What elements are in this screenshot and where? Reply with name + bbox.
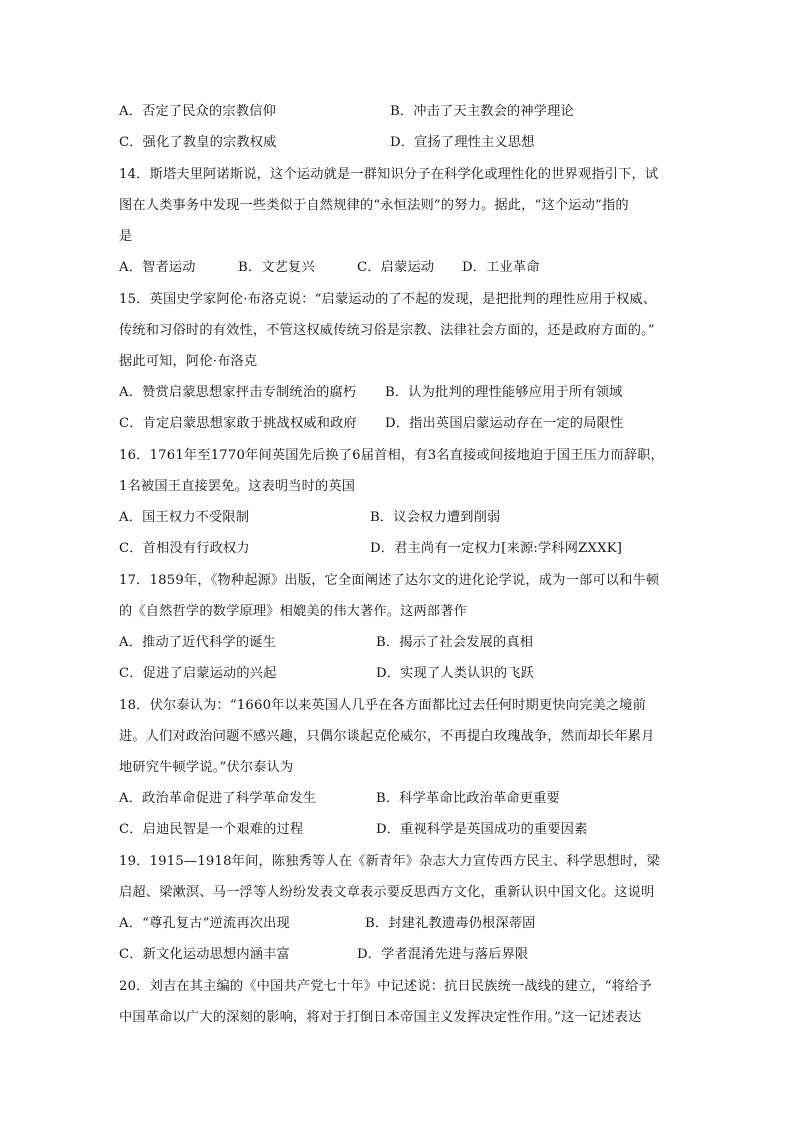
q16-option-c: C．首相没有行政权力 xyxy=(119,541,250,556)
q16-option-a: A．国王权力不受限制 xyxy=(119,510,250,525)
q18-stem-line-1: 18．伏尔泰认为：“1660年以来英国人几乎在各方面都比过去任何时期更快向完美之境前 xyxy=(119,698,647,713)
q14-stem-line-1: 14．斯塔夫里阿诺斯说，这个运动就是一群知识分子在科学化或理性化的世界观指引下，试 xyxy=(119,167,659,182)
q19-option-b: B．封建礼教遗毒仍根深蒂固 xyxy=(365,916,536,931)
q16-option-b: B．议会权力遭到削弱 xyxy=(370,510,501,525)
q17-option-c: C．促进了启蒙运动的兴起 xyxy=(119,666,277,681)
q17-option-b: B．揭示了社会发展的真相 xyxy=(376,635,534,650)
q14-option-d: D．工业革命 xyxy=(462,260,540,275)
q20-stem-line-1: 20．刘吉在其主编的《中国共产党七十年》中记述说：抗日民族统一战线的建立，“将给予 xyxy=(119,979,652,994)
q13-option-d: D．宣扬了理性主义思想 xyxy=(390,135,535,150)
q16-stem-line-1: 16．1761年至1770年间英国先后换了6届首相，有3名直接或间接地迫于国王压力而辞职， xyxy=(119,448,664,463)
q15-option-b: B．认为批判的理性能够应用于所有领域 xyxy=(385,385,623,400)
q15-stem-line-3: 据此可知，阿伦·布洛克 xyxy=(119,354,258,369)
q14-stem-line-2: 图在人类事务中发现一些类似于自然规律的“永恒法则”的努力。据此，“这个运动”指的 xyxy=(119,198,629,213)
q19-option-d: D．学者混淆先进与落后界限 xyxy=(357,947,529,962)
q13-option-a: A．否定了民众的宗教信仰 xyxy=(119,104,276,119)
q15-option-a: A．赞赏启蒙思想家抨击专制统治的腐朽 xyxy=(119,385,357,400)
q14-option-b: B．文艺复兴 xyxy=(238,260,315,275)
q20-stem-line-2: 中国革命以广大的深刻的影响，将对于打倒日本帝国主义发挥决定性作用。”这一记述表达 xyxy=(119,1010,642,1025)
q19-option-a: A．“尊孔复古”逆流再次出现 xyxy=(119,916,290,931)
q17-stem-line-2: 的《自然哲学的数学原理》相媲美的伟大著作。这两部著作 xyxy=(119,604,468,619)
q14-option-c: C．启蒙运动 xyxy=(357,260,435,275)
q16-option-d: D．君主尚有一定权力[来源:学科网ZXXK] xyxy=(370,541,623,556)
q15-option-c: C．肯定启蒙思想家敢于挑战权威和政府 xyxy=(119,416,357,431)
q18-option-a: A．政治革命促进了科学革命发生 xyxy=(119,791,317,806)
q13-option-b: B．冲击了天主教会的神学理论 xyxy=(390,104,574,119)
q18-option-b: B．科学革命比政治革命更重要 xyxy=(376,791,560,806)
q18-option-d: D．重视科学是英国成功的重要因素 xyxy=(376,822,588,837)
q18-stem-line-3: 地研究牛顿学说。”伏尔泰认为 xyxy=(119,760,294,775)
q19-stem-line-1: 19．1915—1918年间，陈独秀等人在《新青年》杂志大力宣传西方民主、科学思想时，梁 xyxy=(119,854,661,869)
q19-stem-line-2: 启超、梁漱溟、马一浮等人纷纷发表文章表示要反思西方文化，重新认识中国文化。这说明 xyxy=(119,885,655,900)
q17-option-a: A．推动了近代科学的诞生 xyxy=(119,635,276,650)
q18-stem-line-2: 进。人们对政治问题不感兴趣，只偶尔谈起克伦威尔，不再提白玫瑰战争，然而却长年累月 xyxy=(119,729,655,744)
q18-option-c: C．启迪民智是一个艰难的过程 xyxy=(119,822,304,837)
q14-stem-line-3: 是 xyxy=(119,229,133,244)
q15-option-d: D．指出英国启蒙运动存在一定的局限性 xyxy=(385,416,624,431)
q13-option-c: C．强化了教皇的宗教权威 xyxy=(119,135,277,150)
q17-stem-line-1: 17．1859年，《物种起源》出版，它全面阐述了达尔文的进化论学说，成为一部可以和牛顿 xyxy=(119,573,660,588)
q16-stem-line-2: 1名被国王直接罢免。这表明当时的英国 xyxy=(119,479,356,494)
q17-option-d: D．实现了人类认识的飞跃 xyxy=(376,666,535,681)
q14-option-a: A．智者运动 xyxy=(119,260,196,275)
q19-option-c: C．新文化运动思想内涵丰富 xyxy=(119,947,290,962)
q15-stem-line-2: 传统和习俗时的有效性，不管这权威传统习俗是宗教、法律社会方面的，还是政府方面的。” xyxy=(119,323,655,338)
q15-stem-line-1: 15．英国史学家阿伦·布洛克说：“启蒙运动的了不起的发现，是把批判的理性应用于权威、 xyxy=(119,292,657,307)
